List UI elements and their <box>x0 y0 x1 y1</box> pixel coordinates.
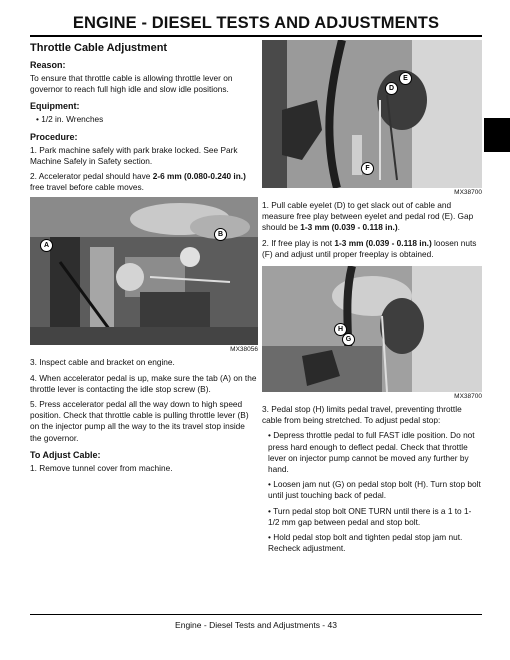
callout-a: A <box>40 239 53 252</box>
footer-divider <box>30 614 482 615</box>
step-5: 5. Press accelerator pedal all the way down to high speed position. Check that throttle cable is pulling throttle lever (B) on the injector pump all the way to the its travel stop inside the governor. <box>30 399 249 443</box>
adjust-heading: To Adjust Cable: <box>30 449 101 460</box>
right-step-2-pre: 2. If free play is not <box>262 237 335 248</box>
step-4: 4. When accelerator pedal is up, make sure the tab (A) on the throttle lever is contacting the idle stop screw (B). <box>30 372 257 394</box>
bullet-3: • Turn pedal stop bolt ONE TURN until there is a 1 to 1-1/2 mm gap between pedal and stop bolt. <box>262 506 482 528</box>
right-step-1 <box>262 200 482 234</box>
adjust-step-1: 1. Remove tunnel cover from machine. <box>30 462 173 473</box>
bullet-4: • Hold pedal stop bolt and tighten pedal stop jam nut. Recheck adjustment. <box>262 532 482 554</box>
right-step-1-post: . <box>397 222 400 233</box>
procedure-heading: Procedure: <box>30 131 78 142</box>
callout-h: H <box>334 323 347 336</box>
page-footer: Engine - Diesel Tests and Adjustments - 43 <box>175 620 337 630</box>
bullet-2: • Loosen jam nut (G) on pedal stop bolt (H). Turn stop bolt until just touching back of pedal. <box>262 479 482 501</box>
figure-code-left: MX38056 <box>230 346 258 354</box>
right-step-1-pre: 1. Pull cable eyelet (D) to get slack out of cable and measure free play between eyelet and pedal rod (E). Gap should be <box>262 200 474 233</box>
step-2 <box>30 171 258 193</box>
section-tab-marker <box>484 118 510 152</box>
right-step-2-post: loosen nuts (F) and adjust until proper freeplay is obtained. <box>262 237 477 259</box>
callout-g: G <box>342 333 355 346</box>
bullet-1: • Depress throttle pedal to full FAST idle position. Do not press hard enough to deflect pedal. Check that throttle lever on injector pump cannot be moved any further by hand. <box>262 430 482 475</box>
callout-b: B <box>214 228 227 241</box>
callout-d: D <box>385 82 398 95</box>
equipment-heading: Equipment: <box>30 101 80 112</box>
page-title: ENGINE - DIESEL TESTS AND ADJUSTMENTS <box>72 14 440 32</box>
figure-code-right-2: MX38700 <box>454 393 482 401</box>
callout-e: E <box>399 72 412 85</box>
right-step-2-spec: 1-3 mm (0.039 - 0.118 in.) <box>334 237 432 248</box>
figure-code-right-1: MX38700 <box>454 189 482 196</box>
step-3: 3. Inspect cable and bracket on engine. <box>30 357 175 368</box>
left-column <box>30 40 258 478</box>
callout-f: F <box>361 162 374 175</box>
throttle-lever-photo-art <box>30 197 258 345</box>
throttle-lever-photo <box>30 197 258 345</box>
reason-text: To ensure that throttle cable is allowing throttle lever on governor to reach full high idle and slow idle positions. <box>30 73 233 95</box>
reason-heading: Reason: <box>30 60 66 70</box>
step-2-pre: 2. Accelerator pedal should have <box>30 171 153 182</box>
section-title: Throttle Cable Adjustment <box>30 42 168 54</box>
header-divider <box>30 35 482 37</box>
step-1: 1. Park machine safely with park brake locked. See Park Machine Safely in Safety section. <box>30 144 238 166</box>
equipment-item: • 1/2 in. Wrenches <box>30 114 258 125</box>
pedal-stop-photo-art <box>262 266 482 392</box>
pedal-eyelet-photo <box>262 40 482 188</box>
right-step-1-spec: 1-3 mm (0.039 - 0.118 in.) <box>300 222 398 233</box>
right-step-2 <box>262 238 482 260</box>
right-step-3: 3. Pedal stop (H) limits pedal travel, preventing throttle cable from being stretched. To adjust pedal stop: <box>262 404 462 426</box>
step-2-post: free travel before cable moves. <box>30 182 144 193</box>
pedal-stop-photo <box>262 266 482 392</box>
right-column <box>262 40 482 558</box>
step-2-spec: 2-6 mm (0.080-0.240 in.) <box>152 171 246 182</box>
